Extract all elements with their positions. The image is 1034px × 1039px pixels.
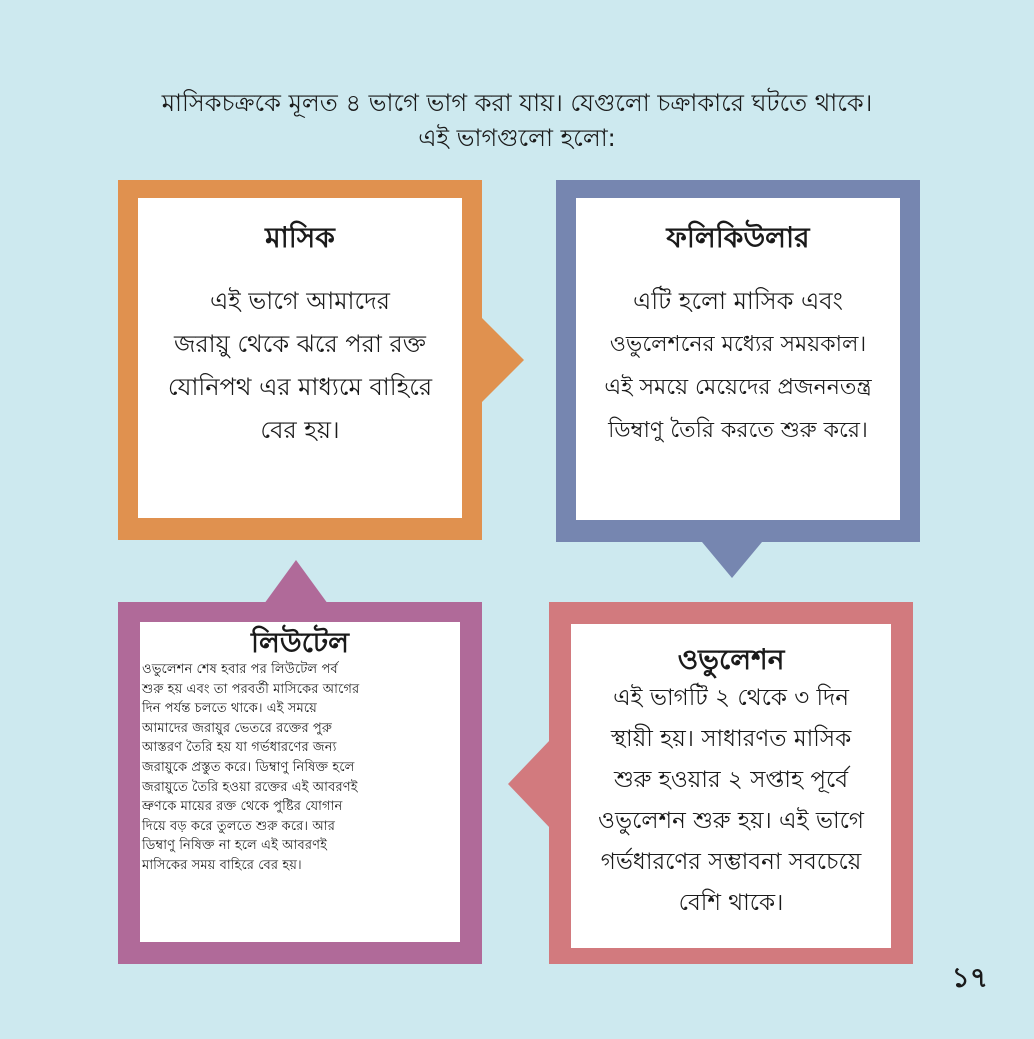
phase-box-menstrual (118, 180, 482, 540)
phase-text-line: দিয়ে বড় করে তুলতে শুরু করে। আর (142, 818, 335, 834)
phase-text-line: স্থায়ী হয়। সাধারণত মাসিক (610, 726, 852, 752)
phase-text-line: এই ভাগে আমাদের (210, 287, 390, 315)
phase-content-luteal (140, 622, 460, 942)
phase-text-line: জরায়ু থেকে ঝরে পরা রক্ত (174, 330, 426, 358)
intro-line-1: মাসিকচক্রকে মূলত ৪ ভাগে ভাগ করা যায়। যেগুলো চক্রাকারে ঘটতে থাকে। (161, 89, 873, 117)
phase-content-menstrual (138, 198, 462, 518)
arrow-down-icon (702, 542, 762, 578)
phase-box-luteal (118, 602, 482, 964)
phase-text-line: দিন পর্যন্ত চলতে থাকে। এই সময়ে (142, 701, 317, 717)
phase-title-ovulation: ওভুলেশন (677, 643, 785, 676)
phase-text-line: ডিম্বাণু তৈরি করতে শুরু করে। (608, 418, 868, 443)
phase-text-line: শুরু হয় এবং তা পরবর্তী মাসিকের আগের (142, 681, 360, 697)
phase-content-follicular (576, 198, 900, 520)
phase-title-follicular: ফলিকিউলার (666, 221, 810, 254)
phase-text-line: শুরু হওয়ার ২ সপ্তাহ পূর্বে (613, 767, 849, 793)
phase-box-ovulation (549, 602, 913, 964)
phase-text-line: ভ্রুণকে মায়ের রক্ত থেকে পুষ্টির যোগান (142, 799, 343, 815)
phase-text-line: ডিম্বাণু নিষিক্ত না হলে এই আবরণই (142, 838, 327, 854)
phase-text-line: ওভুলেশন শুরু হয়। এই ভাগে (598, 808, 864, 834)
phase-box-follicular (556, 180, 920, 542)
intro-line-2: এই ভাগগুলো হলো: (418, 124, 616, 152)
phase-text-line: জরায়ুতে তৈরি হওয়া রক্তের এই আবরণই (142, 779, 358, 795)
phase-text-line: এই সময়ে মেয়েদের প্রজননতন্ত্র (604, 375, 872, 400)
intro-text (60, 86, 974, 156)
phase-text-line: ওভুলেশনের মধ্যের সময়কাল। (609, 332, 867, 357)
phase-text-line: আস্তরণ তৈরি হয় যা গর্ভধারণের জন্য (142, 740, 337, 756)
arrow-up-icon (264, 560, 328, 604)
phase-text-line: যোনিপথ এর মাধ্যমে বাহিরে (167, 373, 433, 401)
phase-text-line: মাসিকের সময় বাহিরে বের হয়। (142, 857, 302, 873)
phase-text-line: গর্ভধারণের সম্ভাবনা সবচেয়ে (600, 849, 862, 875)
phase-content-ovulation (571, 624, 891, 948)
phase-title-menstrual: মাসিক (265, 221, 335, 254)
phase-title-luteal: লিউটেল (250, 626, 350, 659)
phase-text-line: বেশি থাকে। (678, 890, 784, 916)
phase-text-line: ওভুলেশন শেষ হবার পর লিউটেল পর্ব (142, 662, 338, 677)
page-number: ১৭ (951, 961, 988, 994)
arrow-left-icon (508, 740, 550, 828)
phase-text-line: আমাদের জরায়ুর ভেতরে রক্তের পুরু (142, 720, 332, 736)
phase-text-line: এই ভাগটি ২ থেকে ৩ দিন (613, 685, 849, 711)
phase-text-line: এটি হলো মাসিক এবং (633, 287, 843, 315)
arrow-right-icon (482, 318, 524, 402)
phase-text-line: বের হয়। (260, 416, 340, 444)
phase-text-line: জরায়ুকে প্রস্তুত করে। ডিম্বাণু নিষিক্ত হলে (142, 759, 355, 775)
